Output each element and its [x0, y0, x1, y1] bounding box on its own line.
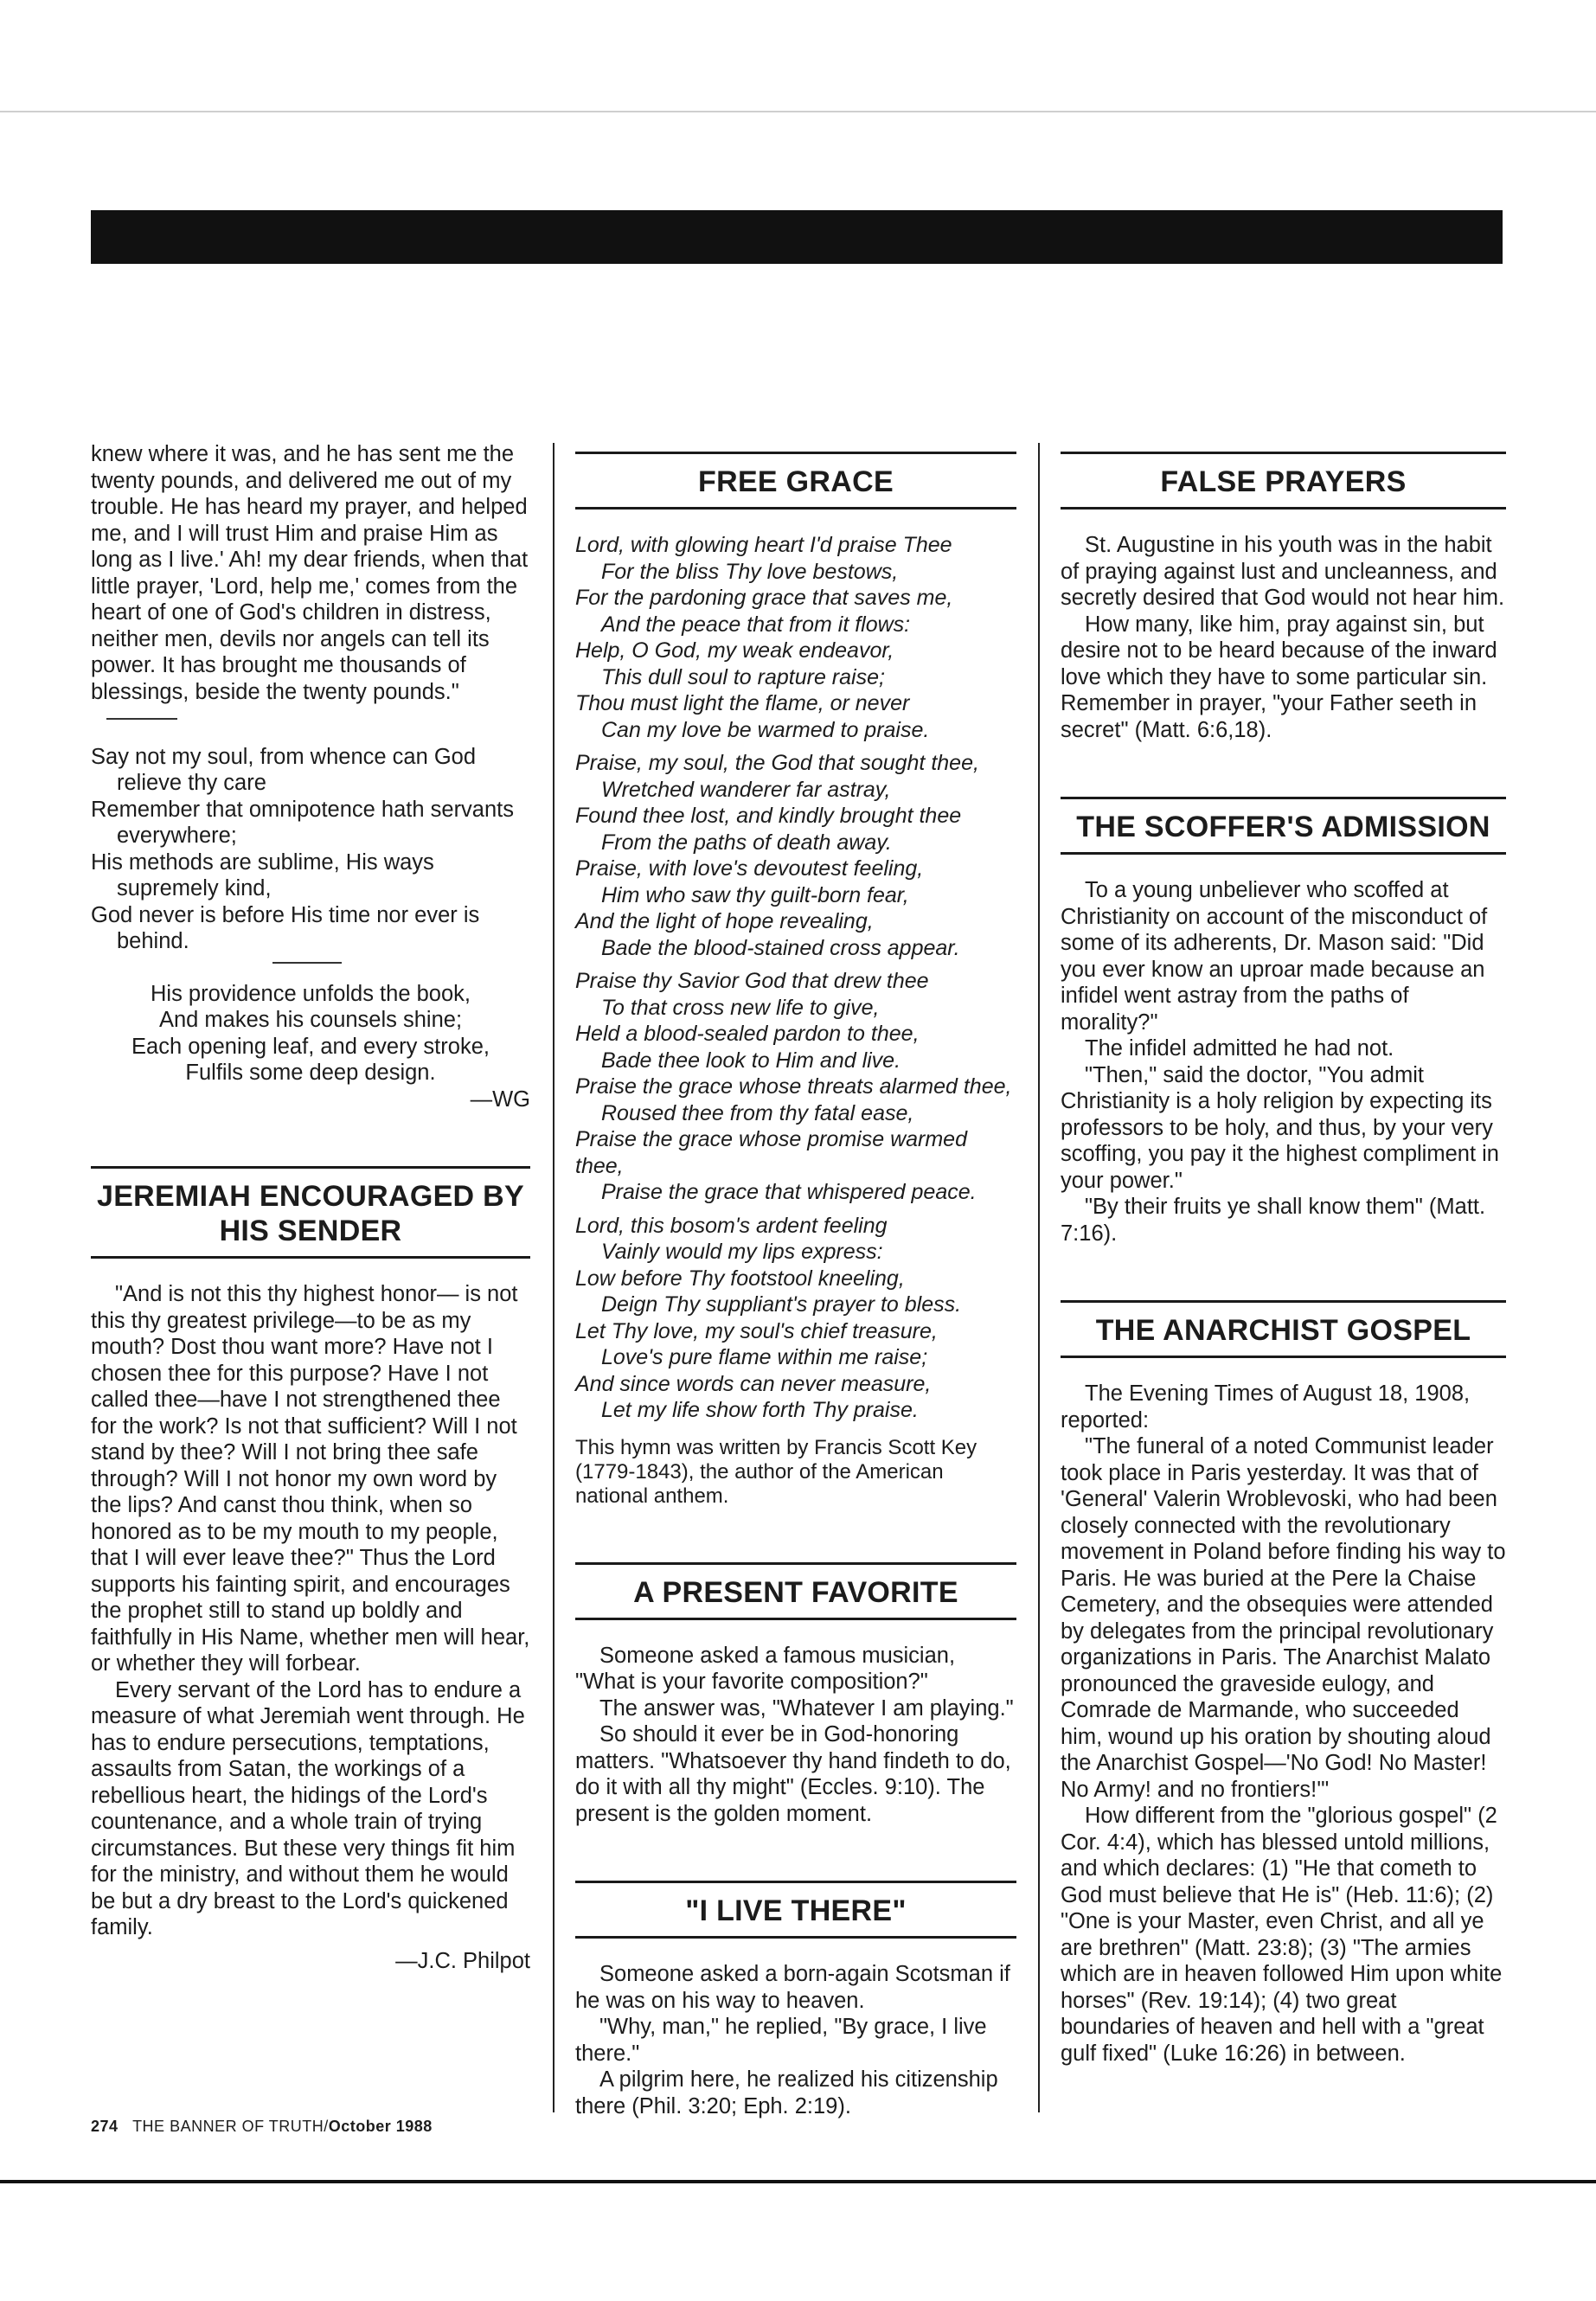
jeremiah-signature: —J.C. Philpot	[395, 1948, 530, 1973]
hymn-line: Vainly would my lips express:	[601, 1240, 883, 1264]
favorite-paragraph: The answer was, "Whatever I am playing."	[599, 1695, 1014, 1721]
hymn-line: Help, O God, my weak endeavor,	[575, 638, 894, 663]
live-paragraph: Someone asked a born-again Scotsman if he was on his way to heaven.	[575, 1962, 1010, 2013]
anarchist-paragraph: The Evening Times of August 18, 1908, reported:	[1061, 1381, 1471, 1433]
hymn-line: And the peace that from it flows:	[601, 612, 911, 637]
hymn-line: Low before Thy footstool kneeling,	[575, 1266, 905, 1291]
poem-line: Say not my soul, from whence can God relieve thy care	[91, 744, 477, 795]
jeremiah-paragraph: Every servant of the Lord has to endure a measure of what Jeremiah went through. He has to endure persecutions, temptations, assaults from Satan, the workings of a rebellious heart, the hidings of the Lord's countenance, and a whole train of trying circumstances. But these very things fit him for the ministry, and without them he would be but a dry breast to the Lord's quickened family.	[91, 1677, 525, 1939]
scoffer-paragraph: The infidel admitted he had not.	[1085, 1036, 1394, 1061]
poem-signature: —WG	[470, 1086, 530, 1112]
intro-paragraph: knew where it was, and he has sent me the twenty pounds, and delivered me out of my trouble. He has heard my prayer, and helped me, and I will trust Him and praise Him as long as I live.' Ah! my dear friends, when that little prayer, 'Lord, help me,' comes from the heart of one of God's children in distress, neither men, devils nor angels can tell its power. It has brought me thousands of blessings, beside the twenty pounds."	[91, 442, 529, 704]
hymn-line: Love's pure flame within me raise;	[601, 1345, 928, 1369]
column-middle	[575, 441, 1016, 2119]
hymn-line: And since words can never measure,	[575, 1371, 932, 1396]
hymn-line: Found thee lost, and kindly brought thee	[575, 804, 962, 828]
poem-line: Remember that omnipotence hath servants everywhere;	[91, 797, 515, 848]
hymn-line: Wretched wanderer far astray,	[601, 777, 891, 802]
section-title-false-prayers: FALSE PRAYERS	[1061, 452, 1506, 510]
hymn-note: This hymn was written by Francis Scott Key (1779-1843), the author of the American national anthem.	[575, 1435, 977, 1508]
hymn-line: Him who saw thy guilt-born fear,	[601, 882, 909, 907]
hymn-line: And the light of hope revealing,	[575, 909, 874, 933]
section-title-i-live-there: "I LIVE THERE"	[575, 1881, 1016, 1939]
separator	[106, 718, 177, 720]
anarchist-paragraph: How different from the "glorious gospel" (2 Cor. 4:4), which has blessed untold millions, and which declares: (1) "He that cometh to God must believe that He is" (Heb. 11:6); (2) "One is your Master, even Christ, and all ye are brethren" (Matt. 23:8); (3) "The armies which are in heaven followed Him upon white horses" (Rev. 19:14); (4) two great boundaries of heaven and hell with a "great gulf fixed" (Luke 16:26) in between.	[1061, 1804, 1503, 2066]
favorite-paragraph: Someone asked a famous musician, "What is your favorite composition?"	[575, 1643, 956, 1694]
section-title-scoffer: THE SCOFFER'S ADMISSION	[1061, 797, 1506, 855]
hymn-line: Lord, this bosom's ardent feeling	[575, 1213, 888, 1238]
false-prayers-paragraph: St. Augustine in his youth was in the habit of praying against lust and uncleanness, and secretly desired that God would not hear him.	[1061, 533, 1505, 610]
scoffer-paragraph: "By their fruits ye shall know them" (Matt. 7:16).	[1061, 1195, 1486, 1246]
hymn-line: Bade the blood-stained cross appear.	[601, 935, 960, 960]
live-paragraph: "Why, man," he replied, "By grace, I live there."	[575, 2015, 987, 2066]
section-title-anarchist: THE ANARCHIST GOSPEL	[1061, 1300, 1506, 1358]
hymn-line: Praise the grace that whispered peace.	[601, 1180, 977, 1204]
header-banner	[91, 210, 1503, 264]
false-prayers-paragraph: How many, like him, pray against sin, but desire not to be heard because of the inward love which they have to some particular sin. Remember in prayer, "your Father seeth in secret" (Matt. 6:6,18).	[1061, 612, 1497, 742]
hymn-line: Lord, with glowing heart I'd praise Thee	[575, 533, 952, 557]
hymn-line: Praise the grace whose promise warmed thee,	[575, 1127, 967, 1178]
poem-one	[91, 744, 530, 955]
section-title-free-grace: FREE GRACE	[575, 452, 1016, 510]
hymn-line: Praise thy Savior God that drew thee	[575, 969, 929, 993]
hymn-line: Praise the grace whose threats alarmed thee,	[575, 1074, 1012, 1099]
top-rule	[0, 111, 1596, 112]
scoffer-paragraph: To a young unbeliever who scoffed at Christianity on account of the misconduct of some of its adherents, Dr. Mason said: "Did you ever know an uproar made because an infidel went astray from the paths of morality?"	[1061, 878, 1488, 1035]
hymn-line: Let Thy love, my soul's chief treasure,	[575, 1318, 938, 1343]
favorite-paragraph: So should it ever be in God-honoring matters. "Whatsoever thy hand findeth to do, do it with all thy might" (Eccles. 9:10). The present is the golden moment.	[575, 1722, 1011, 1826]
poem-line: Fulfils some deep design.	[185, 1061, 436, 1085]
page-number: 274	[91, 2118, 119, 2135]
scoffer-paragraph: "Then," said the doctor, "You admit Christianity is a holy religion by expecting its professors to be holy, and thus, by your very scoffing, you pay it the highest compliment in your power."	[1061, 1062, 1499, 1193]
column-right	[1061, 441, 1506, 2067]
hymn-line: Praise, with love's devoutest feeling,	[575, 856, 924, 881]
column-divider	[1038, 443, 1040, 2112]
separator	[272, 962, 342, 964]
live-paragraph: A pilgrim here, he realized his citizenship there (Phil. 3:20; Eph. 2:19).	[575, 2067, 998, 2118]
anarchist-paragraph: "The funeral of a noted Communist leader took place in Paris yesterday. It was that of 'General' Valerin Wroblevoski, who had been closely connected with the revolutionary movement in Poland before finding his way to Paris. He was buried at the Pere la Chaise Cemetery, and the obsequies were attended by delegates from the principal revolutionary organizations in Paris. The Anarchist Malato pronounced the graveside eulogy, and Comrade de Marmande, who succeeded him, wound up his oration by shouting aloud the Anarchist Gospel—'No God! No Master! No Army! and no frontiers!'"	[1061, 1434, 1506, 1802]
poem-line: And makes his counsels shine;	[158, 1008, 463, 1032]
hymn-line: Deign Thy suppliant's prayer to bless.	[601, 1292, 962, 1317]
hymn-line: Bade thee look to Him and live.	[601, 1048, 901, 1073]
hymn-line: Praise, my soul, the God that sought thee,	[575, 751, 979, 775]
section-title-jeremiah: JEREMIAH ENCOURAGED BY HIS SENDER	[91, 1166, 530, 1259]
hymn-line: Roused thee from thy fatal ease,	[601, 1100, 914, 1125]
page-footer: 274 THE BANNER OF TRUTH/October 1988	[91, 2118, 433, 2135]
hymn-line: Thou must light the flame, or never	[575, 691, 910, 715]
hymn-line: Let my life show forth Thy praise.	[601, 1398, 919, 1422]
column-left	[91, 441, 530, 1974]
poem-line: God never is before His time nor ever is behind.	[91, 902, 480, 953]
hymn-line: For the bliss Thy love bestows,	[601, 559, 899, 584]
hymn-line: Held a blood-sealed pardon to thee,	[575, 1022, 920, 1046]
poem-two	[91, 981, 530, 1086]
hymn-text	[575, 532, 1016, 1424]
hymn-line: This dull soul to rapture raise;	[601, 664, 885, 689]
hymn-line: For the pardoning grace that saves me,	[575, 586, 953, 610]
publication-name: THE BANNER OF TRUTH	[132, 2118, 324, 2135]
hymn-line: To that cross new life to give,	[601, 995, 880, 1020]
section-title-present-favorite: A PRESENT FAVORITE	[575, 1562, 1016, 1620]
hymn-line: Can my love be warmed to praise.	[601, 717, 930, 742]
jeremiah-paragraph: "And is not this thy highest honor— is not this thy greatest privilege—to be as my mouth? Dost thou want more? Have not I chosen thee for this purpose? Have I not called thee—have I not strengthened thee for the work? Is not that sufficient? Will I not stand by thee? Will I not bring thee safe through? Will I not honor my own word by the lips? And canst thou think, when so honored as to be my mouth to my people, that I will ever leave thee?" Thus the Lord supports his fainting spirit, and encourages the prophet still to stand up boldly and faithfully in His Name, whether men will hear, or whether they will forbear.	[91, 1282, 530, 1676]
issue-date: October 1988	[328, 2118, 433, 2135]
hymn-line: From the paths of death away.	[601, 830, 892, 855]
poem-line: His methods are sublime, His ways supremely kind,	[91, 849, 434, 901]
poem-line: Each opening leaf, and every stroke,	[131, 1034, 490, 1059]
bottom-rule	[0, 2180, 1596, 2183]
poem-line: His providence unfolds the book,	[151, 981, 471, 1006]
column-divider	[553, 443, 554, 2112]
